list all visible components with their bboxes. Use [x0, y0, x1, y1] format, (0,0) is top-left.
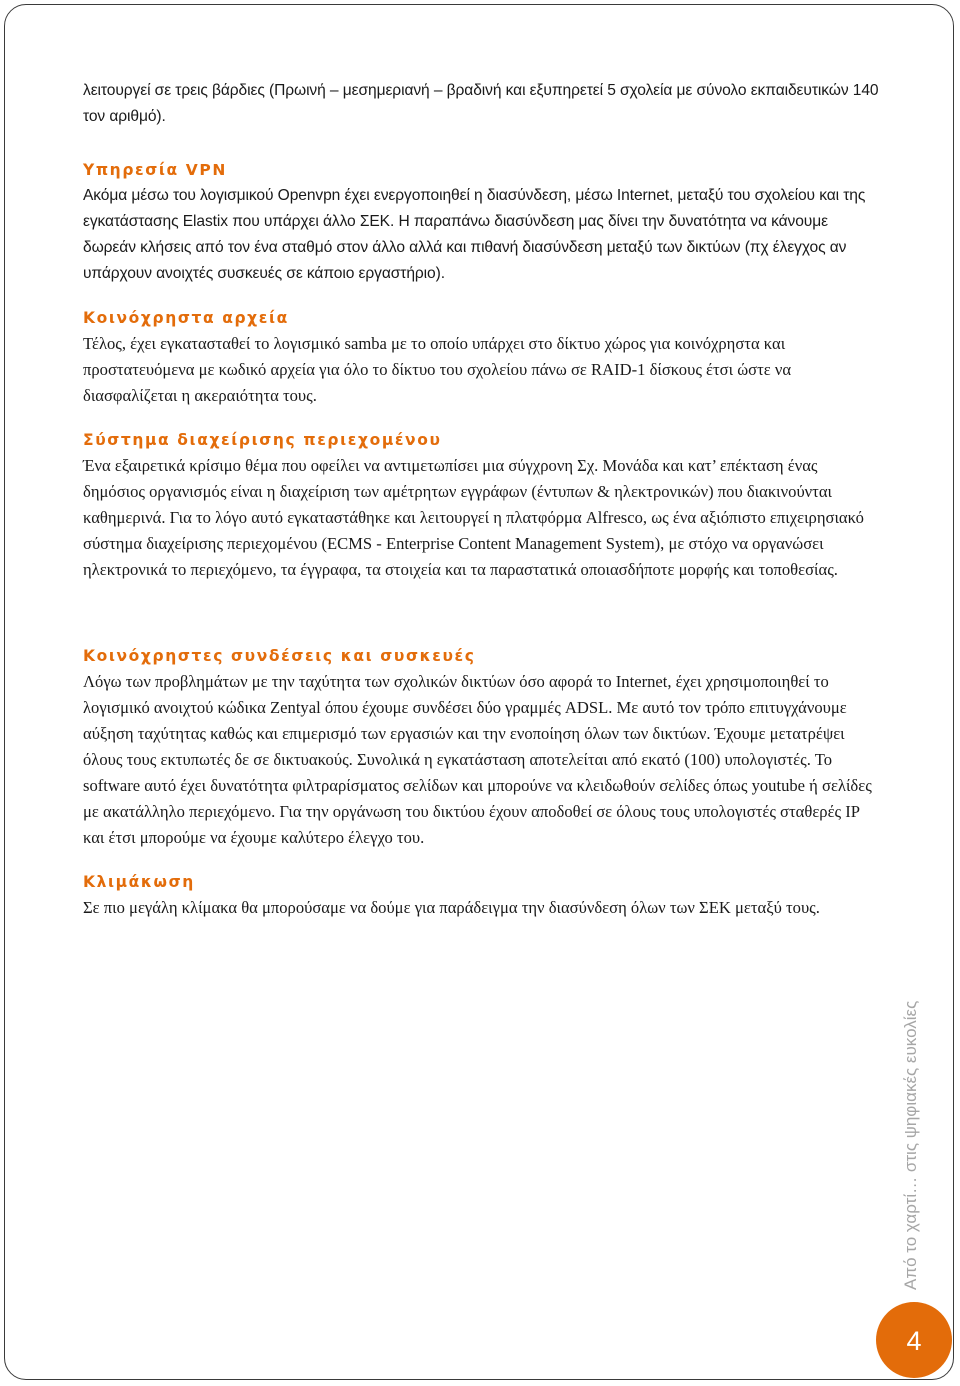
document-body: [83, 78, 883, 921]
section-text-vpn: Ακόμα μέσω του λογισμικού Openvpn έχει ενεργοποιηθεί η διασύνδεση, μέσω Internet, μεταξύ του σχολείου και της εγκατάστασης Elastix που υπάρχει άλλο ΣΕΚ. Η παραπάνω διασύνδεση μας δίνει την δυνατότητα να κάνουμε δωρεάν κλήσεις από τον ένα σταθμό στον άλλο αλλά και πιθανή διασύνδεση μεταξύ των δικτύων (πχ έλεγχος αν υπάρχουν ανοιχτές συσκευές σε κάποιο εργαστήριο).: [83, 187, 866, 282]
section-heading-content-management: Σύστημα διαχείρισης περιεχομένου: [83, 431, 442, 449]
section-text-shared-connections: Λόγω των προβλημάτων με την ταχύτητα των σχολικών δικτύων όσο αφορά το Internet, έχει χρησιμοποιηθεί το λογισμικό ανοιχτού κώδικα Zentyal όπου έχουμε συνδέσει δύο γραμμές ADSL. Με αυτό τον τρόπο επιτυγχάνουμε αύξηση ταχύτητας καθώς και επιμερισμό των εργασιών και την ενοποίηση όλων των δικτύων. Έχουμε μετατρέψει όλους τους εκτυπωτές δε σε δικτυακούς. Συνολικά η εγκατάσταση αποτελείται από εκατό (100) υπολογιστές. Το software αυτό έχει δυνατότητα φιλτραρίσματος σελίδων και μπορούνε να κλειδωθούν σελίδες όπως youtube ή σελίδες με ακατάλληλο περιεχόμενο. Για την οργάνωση του δικτύου έχουν αποδοθεί σε όλους τους υπολογιστές σταθερές IP και έτσι μπορούμε να έχουμε καλύτερο έλεγχο του.: [83, 672, 872, 847]
section-text-scaling: Σε πιο μεγάλη κλίμακα θα μπορούσαμε να δούμε για παράδειγμα την διασύνδεση όλων των ΣΕΚ μεταξύ τους.: [83, 898, 820, 917]
section-text-shared-files: Τέλος, έχει εγκατασταθεί το λογισμικό samba με το οποίο υπάρχει στο δίκτυο χώρος για κοινόχρηστα και προστατευόμενα με κωδικό αρχεία για όλο το δίκτυο του σχολείου πάνω σε RAID-1 δίσκους έτσι ώστε να διασφαλίζεται η ακεραιότητα τους.: [83, 334, 792, 405]
running-title-vertical: Από το χαρτί… στις ψηφιακές ευκολίες: [901, 1000, 920, 1290]
page-number: 4: [906, 1325, 922, 1356]
section-heading-shared-files: Κοινόχρηστα αρχεία: [83, 309, 289, 327]
intro-paragraph: λειτουργεί σε τρεις βάρδιες (Πρωινή – μεσημεριανή – βραδινή και εξυπηρετεί 5 σχολεία με σύνολο εκπαιδευτικών 140 τον αριθμό).: [83, 82, 879, 125]
section-heading-vpn: Υπηρεσία VPN: [83, 161, 227, 179]
section-text-content-management: Ένα εξαιρετικά κρίσιμο θέμα που οφείλει να αντιμετωπίσει μια σύγχρονη Σχ. Μονάδα και κατ’ επέκταση ένας δημόσιος οργανισμός είναι η διαχείριση των αμέτρητων εγγράφων (έντυπων & ηλεκτρονικών) που διακινούνται καθημερινά. Για το λόγο αυτό εγκαταστάθηκε και λειτουργεί η πλατφόρμα Alfresco, ως ένα αξιόπιστο επιχειρησιακό σύστημα διαχείρισης περιεχομένου (ECMS - Enterprise Content Management System), με στόχο να οργανώσει ηλεκτρονικά το περιεχόμενο, τα έγγραφα, τα στοιχεία και τα παραστατικά οποιασδήποτε μορφής και τοποθεσίας.: [83, 456, 864, 579]
section-heading-shared-connections: Κοινόχρηστες συνδέσεις και συσκευές: [83, 647, 476, 665]
section-heading-scaling: Κλιμάκωση: [83, 873, 195, 891]
page-number-badge: [876, 1302, 952, 1378]
